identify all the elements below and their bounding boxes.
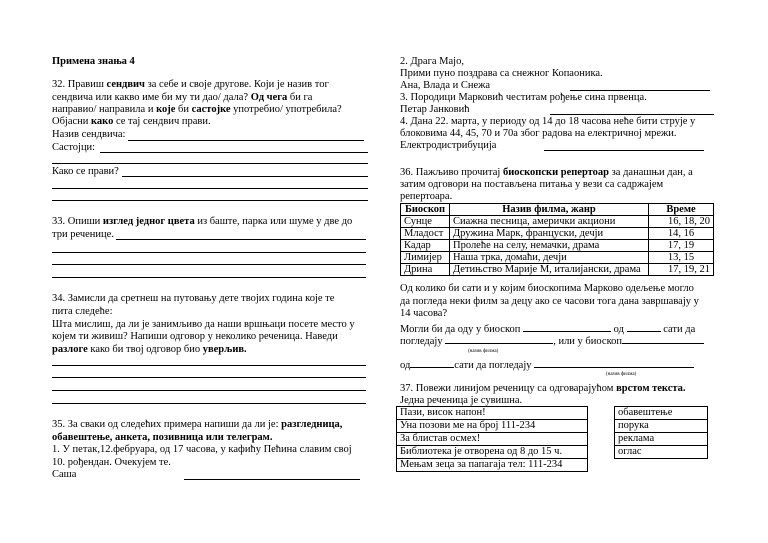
example3-line2: Петар Јанковић: [400, 104, 470, 115]
q33-answer-line[interactable]: [52, 264, 366, 265]
table-row: [401, 252, 714, 264]
q33-line2: три реченице.: [52, 229, 114, 240]
time-cell: 14, 16: [649, 228, 714, 240]
example4-line3: Електродистрибуција: [400, 140, 497, 151]
q35-line2: обавештење, анкета, позивница или телеграм.: [52, 432, 273, 443]
film-name-hint: (назив филма): [468, 349, 499, 354]
table-header: Назив филма, жанр: [450, 204, 649, 216]
time-cell: 17, 19: [649, 240, 714, 252]
text-type-item[interactable]: обавештење: [615, 407, 707, 420]
time-cell: 13, 15: [649, 252, 714, 264]
table-header: Биоскоп: [401, 204, 450, 216]
sentence-item[interactable]: Уна позови ме на број 111-234: [397, 420, 587, 433]
q33-answer-line[interactable]: [52, 252, 366, 253]
q34-line5: разлоге како би твој одговор био уверљив.: [52, 344, 247, 355]
table-header: Време: [649, 204, 714, 216]
q32-line1: 32. Правиш сендвич за себе и своје другове. Који је назив тог: [52, 79, 329, 90]
q37-line2: Једна реченица је сувишна.: [400, 395, 523, 406]
q36-question-line1: Од колико би сати и у којим биоскопима Марково одељење могло: [400, 283, 694, 294]
section-heading: Примена знања 4: [52, 56, 135, 67]
time-cell: 16, 18, 20: [649, 216, 714, 228]
text-type-item[interactable]: порука: [615, 420, 707, 433]
sentence-item[interactable]: Библиотека је отворена од 8 до 15 ч.: [397, 446, 587, 459]
time-cell: 17, 19, 21: [649, 264, 714, 276]
example4-line1: 4. Дана 22. марта, у периоду од 14 до 18 часова неће бити струје у: [400, 116, 696, 127]
cinema-cell: Лимијер: [401, 252, 450, 264]
example3-answer-line[interactable]: [550, 114, 714, 115]
q34-answer-line[interactable]: [52, 390, 366, 391]
q32-line2: сендвича или какво име би му ти дао/ дала? Од чега би га: [52, 92, 313, 103]
q37-line1: 37. Повежи линијом реченицу са одговарајућом врстом текста.: [400, 383, 686, 394]
sandwich-name-label: Назив сендвича:: [52, 129, 126, 140]
q36-answer-line3: од сати да погледају: [400, 357, 694, 372]
example4-line2: блоковима 44, 45, 70 и 70а због радова на електричној мрежи.: [400, 128, 677, 139]
q32-line3: направио/ направила и које би састојке употребио/ употребила?: [52, 104, 342, 115]
cinema-table: [400, 203, 714, 276]
q36-answer-line1: Могли би да оду у биоскоп од сати да: [400, 321, 695, 336]
film-cell: Сиажна песница, амерички акциони: [450, 216, 649, 228]
sandwich-name-answer-line[interactable]: [128, 140, 364, 141]
q35-example1-line1: 1. У петак,12.фебруара, од 17 часова, у кафићу Пећина славим свој: [52, 444, 352, 455]
example2-answer-line[interactable]: [570, 90, 710, 91]
q33-answer-line[interactable]: [52, 277, 366, 278]
cinema-answer-blank-2[interactable]: [622, 333, 704, 344]
film-name-hint-2: (назив филма): [606, 372, 637, 377]
q34-answer-line[interactable]: [52, 403, 366, 404]
ingredients-label: Састојци:: [52, 142, 96, 153]
hour-answer-blank[interactable]: [627, 321, 661, 332]
text-type-item[interactable]: реклама: [615, 433, 707, 446]
table-row: [401, 240, 714, 252]
text-type-item[interactable]: оглас: [618, 446, 642, 457]
q34-answer-line[interactable]: [52, 377, 366, 378]
how-answer-line[interactable]: [52, 188, 368, 189]
q36-question-line3: 14 часова?: [400, 308, 448, 319]
film-answer-blank-2[interactable]: [534, 357, 694, 368]
how-answer-line[interactable]: [122, 176, 368, 177]
sentences-box: [396, 406, 588, 472]
q33-line1: 33. Опиши изглед једног цвета из баште, парка или шуме у две до: [52, 216, 353, 227]
q34-answer-line[interactable]: [52, 365, 366, 366]
example2-line2: Прими пуно поздрава са снежног Копаоника.: [400, 68, 603, 79]
q36-line2: затим одговори на постављена питања у вези са садржајем: [400, 179, 664, 190]
cinema-cell: Сунце: [401, 216, 450, 228]
text-types-box: [614, 406, 708, 459]
film-cell: Дружина Марк, француски, дечји: [450, 228, 649, 240]
q35-example1-line2: 10. рођендан. Очекујем те.: [52, 457, 171, 468]
sentence-item[interactable]: Мењам зеца за папагаја тел: 111-234: [400, 459, 563, 470]
cinema-cell: Дрина: [401, 264, 450, 276]
how-label: Како се прави?: [52, 166, 119, 177]
film-answer-blank[interactable]: [445, 333, 553, 344]
example3-line1: 3. Породици Марковић честитам рођење сина првенца.: [400, 92, 647, 103]
ingredients-answer-line[interactable]: [52, 163, 368, 164]
ingredients-answer-line[interactable]: [100, 152, 368, 153]
q36-answer-line2: погледају , или у биоскоп: [400, 333, 704, 348]
sentence-item[interactable]: За блистав осмех!: [397, 433, 587, 446]
film-cell: Пролеће на селу, немачки, драма: [450, 240, 649, 252]
q34-line3: Шта мислиш, да ли је занимљиво да наши вршњаци посете место у: [52, 319, 355, 330]
q35-example1-signature: Саша: [52, 469, 77, 480]
cinema-cell: Кадар: [401, 240, 450, 252]
table-row: [401, 228, 714, 240]
film-cell: Наша трка, домаћи, дечји: [450, 252, 649, 264]
table-row: [401, 216, 714, 228]
q35-line1: 35. За сваки од следећих примера напиши да ли је: разгледница,: [52, 419, 343, 430]
hour-answer-blank-2[interactable]: [410, 357, 454, 368]
q34-line4: којем ти живиш? Напиши одговор у неколико реченица. Наведи: [52, 331, 338, 342]
q36-question-line2: да погледа неки филм за децу ако се часови тога дана завршавају у: [400, 296, 699, 307]
example4-answer-line[interactable]: [544, 150, 704, 151]
q32-line4: Објасни како се тај сендвич прави.: [52, 116, 211, 127]
sentence-item[interactable]: Пази, висок напон!: [397, 407, 587, 420]
how-answer-line[interactable]: [52, 200, 368, 201]
table-header-row: [401, 204, 714, 216]
q36-line1: 36. Пажљиво прочитај биоскопски репертоар за данашњи дан, а: [400, 167, 693, 178]
q36-line3: репертоара.: [400, 191, 453, 202]
example2-line3: Ана, Влада и Снежа: [400, 80, 491, 91]
q34-line1: 34. Замисли да сретнеш на путовању дете твојих година које те: [52, 293, 335, 304]
cinema-answer-blank[interactable]: [523, 321, 611, 332]
cinema-cell: Младост: [401, 228, 450, 240]
q34-line2: пита следеће:: [52, 306, 113, 317]
q35-answer-line[interactable]: [184, 479, 360, 480]
table-row: [401, 264, 714, 276]
film-cell: Детињство Марије М, италијански, драма: [450, 264, 649, 276]
q33-answer-line[interactable]: [116, 239, 366, 240]
example2-line1: 2. Драга Мајо,: [400, 56, 464, 67]
